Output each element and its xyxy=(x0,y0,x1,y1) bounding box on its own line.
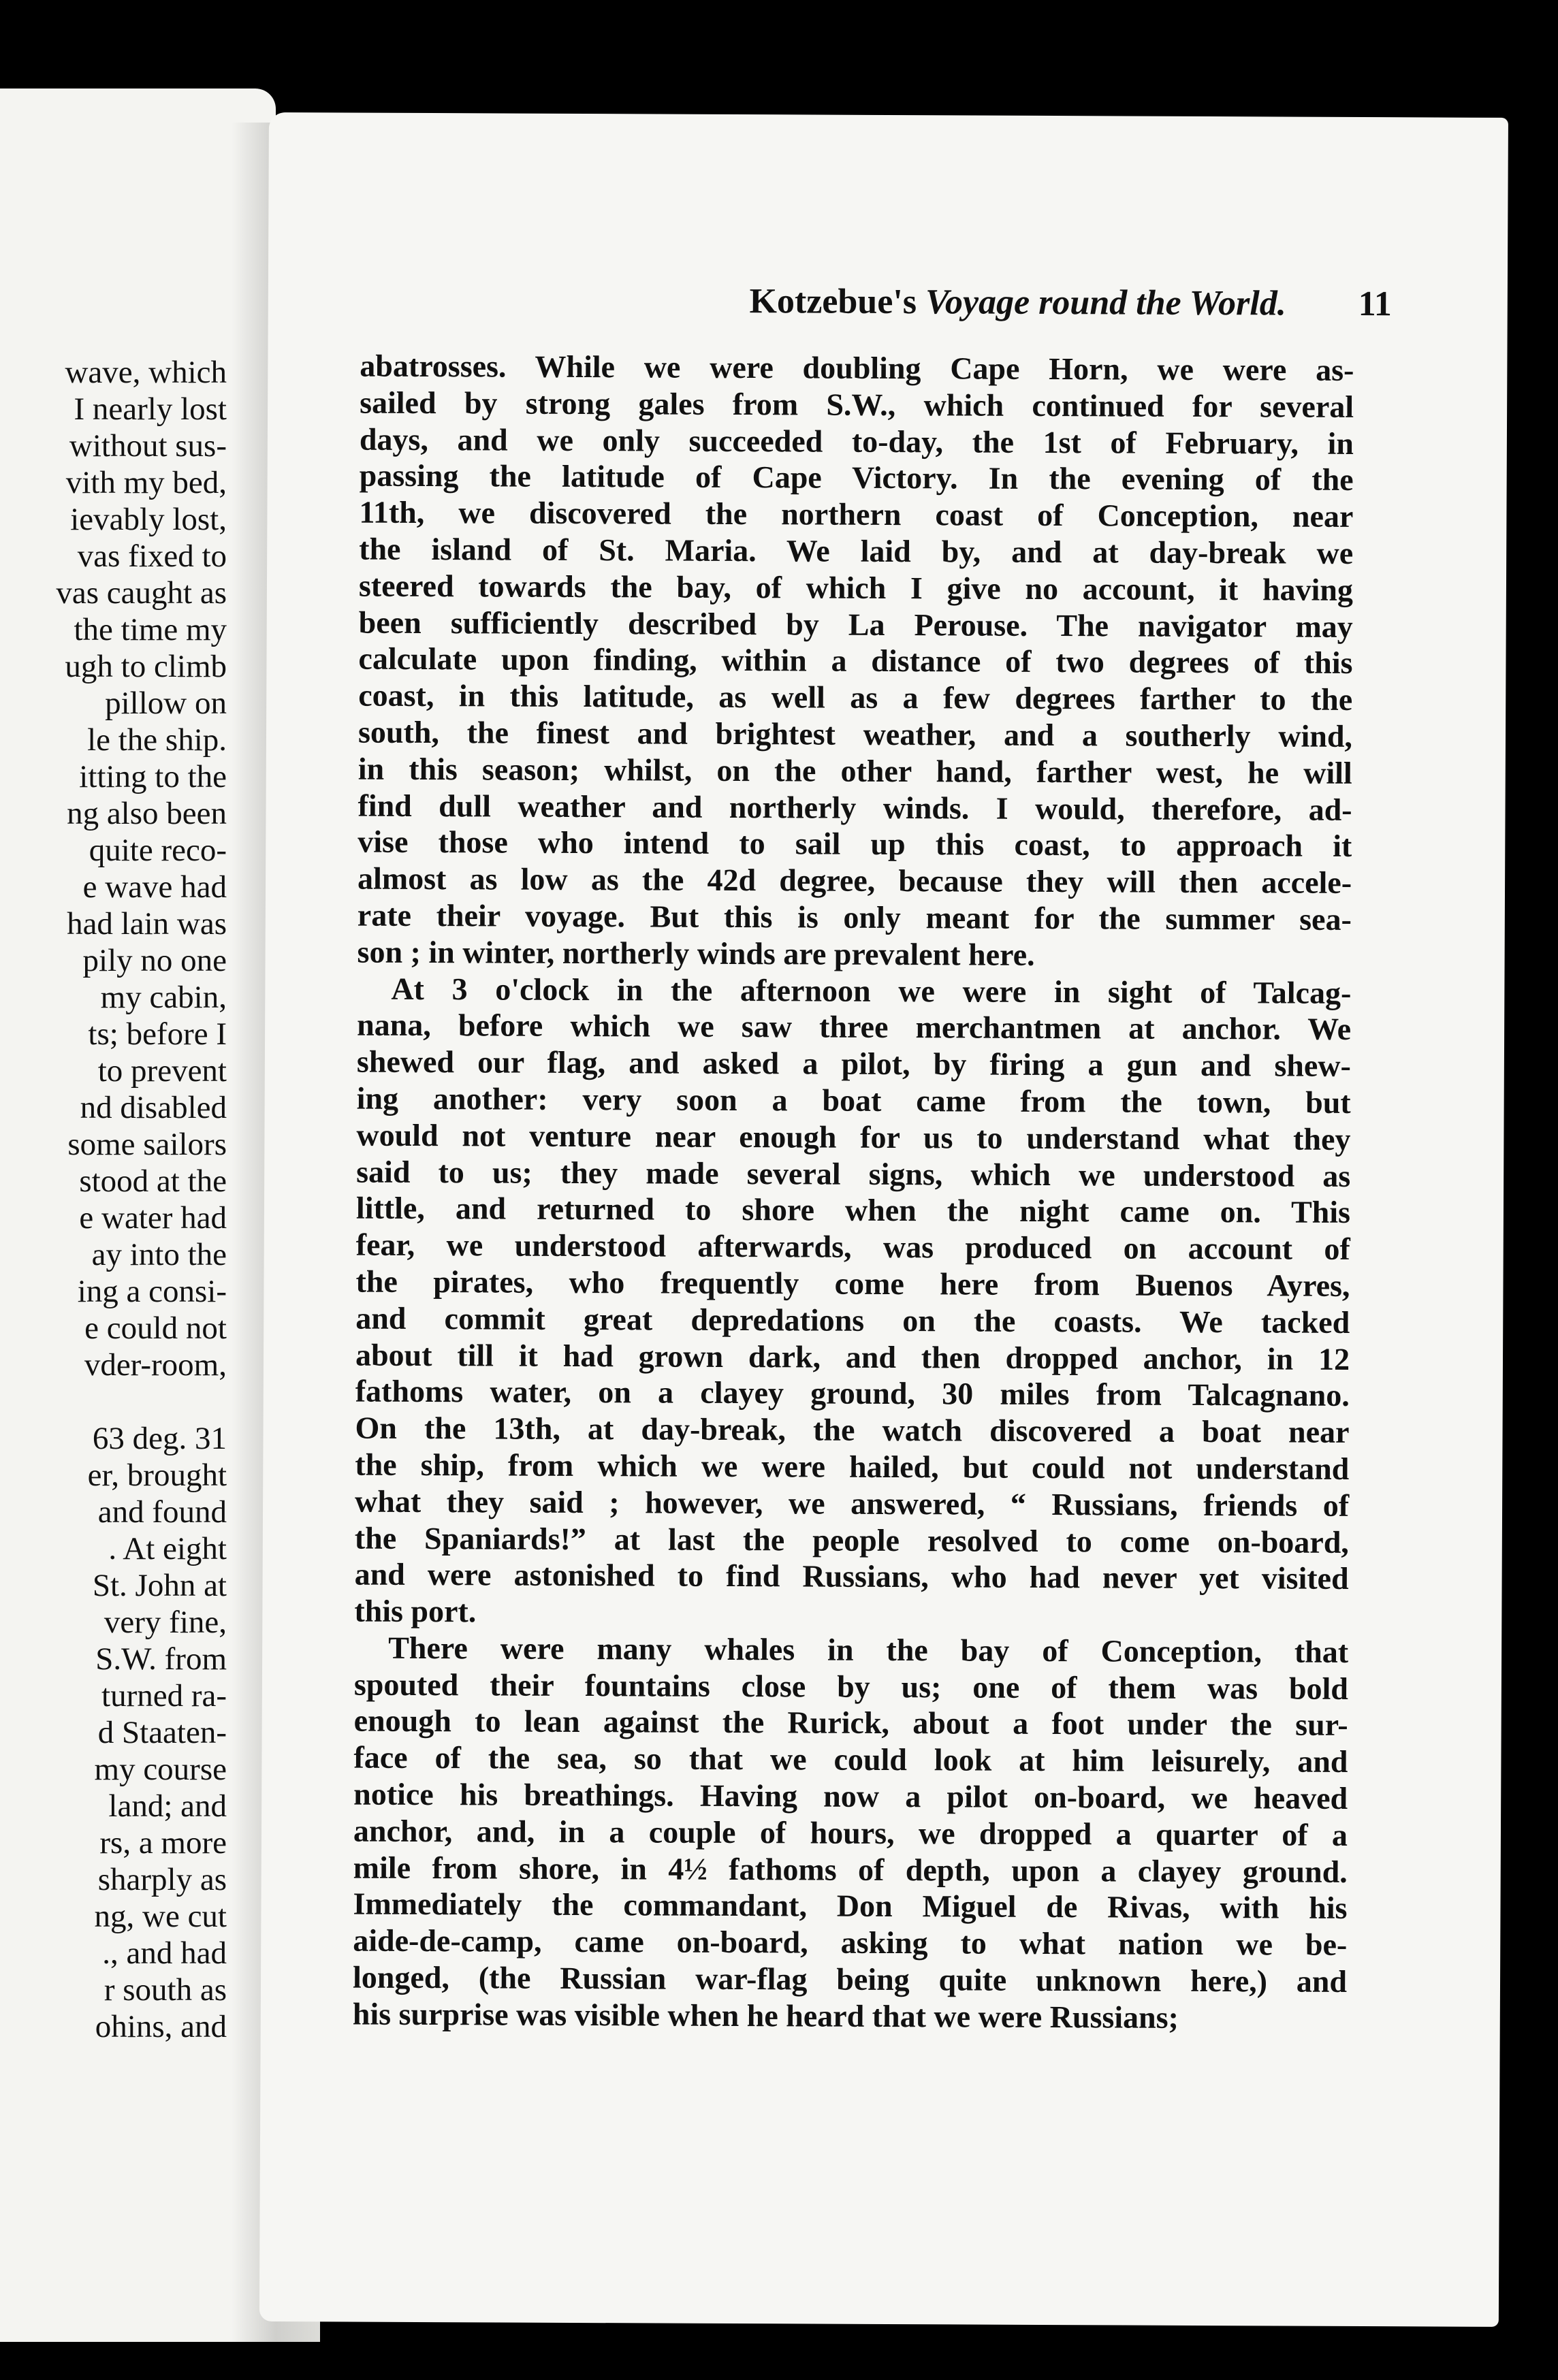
left-page-line: 63 deg. 31 xyxy=(92,1421,227,1456)
text-line: the pirates, who frequently come here from Buenos Ayres, xyxy=(355,1264,1350,1303)
text-line: ing another: very soon a boat came from the town, but xyxy=(356,1080,1351,1120)
text-line: said to us; they made several signs, which we understood as xyxy=(356,1154,1351,1193)
left-page-line: without sus- xyxy=(69,428,227,464)
left-page-line: my course xyxy=(94,1752,227,1787)
text-line: abatrosses. While we were doubling Cape Horn, we were as- xyxy=(360,348,1354,387)
text-line: aide-de-camp, came on-board, asking to what nation we be- xyxy=(353,1923,1348,1963)
left-page-line: ., and had xyxy=(102,1935,227,1971)
left-page-line: very fine, xyxy=(104,1605,227,1640)
left-page-line: St. John at xyxy=(92,1568,227,1603)
left-page-line: quite reco- xyxy=(89,833,227,868)
left-page-line: itting to the xyxy=(79,759,227,794)
text-line: sailed by strong gales from S.W., which continued for several xyxy=(360,385,1354,424)
left-page-line: wave, which xyxy=(65,355,227,390)
text-line: fathoms water, on a clayey ground, 30 miles from Talcagnano. xyxy=(355,1373,1350,1413)
text-line: south, the finest and brightest weather, and a southerly wind, xyxy=(357,714,1353,754)
text-line: about till it had grown dark, and then dropped anchor, in 12 xyxy=(355,1337,1350,1377)
running-head-title-plain: Kotzebue's xyxy=(749,282,926,322)
left-page-line: nd disabled xyxy=(80,1090,227,1125)
text-line: son ; in winter, northerly winds are prevalent here. xyxy=(357,934,1035,972)
left-page-line: vas fixed to xyxy=(77,538,227,574)
text-line: anchor, and, in a couple of hours, we dropped a quarter of a xyxy=(353,1813,1348,1852)
left-page-line: vith my bed, xyxy=(65,465,227,500)
left-page-line: S.W. from xyxy=(95,1641,227,1677)
text-line: almost as low as the 42d degree, because they will then accele- xyxy=(357,861,1352,901)
text-line: days, and we only succeeded to-day, the 1st of February, in xyxy=(359,421,1354,461)
left-page-line: ng, we cut xyxy=(94,1899,227,1934)
left-page-line: land; and xyxy=(108,1788,227,1824)
text-line: been sufficiently described by La Perouse. The navigator may xyxy=(358,605,1353,644)
left-page-line: e water had xyxy=(79,1200,227,1236)
text-line: in this season; whilst, on the other hand, farther west, he will xyxy=(357,751,1352,790)
left-page-line: ugh to climb xyxy=(65,649,227,684)
left-page-line: vder-room, xyxy=(84,1347,227,1383)
text-line: nana, before which we saw three merchantmen at anchor. We xyxy=(357,1007,1352,1047)
left-page-line: pily no one xyxy=(82,943,227,978)
left-page-line: er, brought xyxy=(87,1458,227,1493)
running-head-title xyxy=(749,281,1286,323)
left-page-line: ts; before I xyxy=(88,1016,227,1052)
text-line: the ship, from which we were hailed, but could not understand xyxy=(355,1447,1350,1486)
text-line: shewed our flag, and asked a pilot, by firing a gun and shew- xyxy=(356,1044,1352,1084)
left-page-line: ing a consi- xyxy=(77,1274,227,1309)
left-page-line: to prevent xyxy=(97,1053,227,1089)
text-line: this port. xyxy=(354,1593,477,1629)
text-line: fear, we understood afterwards, was produced on account of xyxy=(355,1227,1350,1267)
text-line: and commit great depredations on the coasts. We tacked xyxy=(355,1300,1350,1340)
left-page-line: e could not xyxy=(84,1310,227,1346)
text-line: little, and returned to shore when the night came on. This xyxy=(355,1190,1351,1230)
text-line: find dull weather and northerly winds. I would, therefore, ad- xyxy=(357,788,1352,827)
left-page-line: my cabin, xyxy=(100,980,227,1015)
text-line: Immediately the commandant, Don Miguel de Rivas, with his xyxy=(353,1886,1348,1926)
text-line: and were astonished to find Russians, who had never yet visited xyxy=(354,1556,1349,1596)
left-page-line: r south as xyxy=(104,1972,227,2008)
text-line: mile from shore, in 4½ fathoms of depth, upon a clayey ground. xyxy=(353,1850,1348,1889)
text-line: spouted their fountains close by us; one of them was bold xyxy=(353,1667,1349,1706)
left-page-line: and found xyxy=(97,1494,227,1530)
left-page-line: . At eight xyxy=(108,1531,227,1566)
text-line: On the 13th, at day-break, the watch discovered a boat near xyxy=(355,1410,1350,1450)
left-page-line: e wave had xyxy=(82,869,227,905)
left-page-line: ng also been xyxy=(67,796,227,831)
right-page xyxy=(259,112,1508,2327)
text-line: coast, in this latitude, as well as a few degrees farther to the xyxy=(358,677,1353,718)
text-line: vise those who intend to sail up this coast, to approach it xyxy=(357,824,1352,864)
text-line: the Spaniards!” at last the people resolved to come on-board, xyxy=(354,1520,1349,1560)
left-page-line: vas caught as xyxy=(56,575,227,611)
running-head xyxy=(582,280,1392,324)
text-line: 11th, we discovered the northern coast of Conception, near xyxy=(359,494,1354,534)
text-line: the island of St. Maria. We laid by, and at day-break we xyxy=(359,531,1354,570)
text-line: would not venture near enough for us to understand what they xyxy=(356,1117,1351,1157)
page-number: 11 xyxy=(1358,284,1392,324)
left-page-line: the time my xyxy=(74,612,227,647)
text-line: enough to lean against the Rurick, about a foot under the sur- xyxy=(353,1703,1348,1743)
running-head-title-italic: Voyage round the World. xyxy=(925,283,1286,323)
left-page-line: some sailors xyxy=(67,1127,227,1162)
left-page-line: had lain was xyxy=(67,906,227,942)
text-line: rate their voyage. But this is only meant for the summer sea- xyxy=(357,897,1352,937)
text-line: passing the latitude of Cape Victory. In the evening of the xyxy=(359,457,1354,498)
left-page-line: rs, a more xyxy=(99,1825,227,1861)
left-page-line: d Staaten- xyxy=(97,1715,227,1750)
left-page-line: I nearly lost xyxy=(74,391,227,427)
left-page-line: pillow on xyxy=(105,686,227,721)
text-line: longed, (the Russian war-flag being quite unknown here,) and xyxy=(352,1959,1348,1999)
text-line: steered towards the bay, of which I give no account, it having xyxy=(358,568,1354,607)
left-page-line: stood at the xyxy=(79,1163,227,1199)
text-line: his surprise was visible when he heard that we were Russians; xyxy=(352,1996,1179,2035)
text-line: face of the sea, so that we could look at him leisurely, and xyxy=(353,1739,1348,1780)
left-page-line: turned ra- xyxy=(101,1678,227,1714)
left-page-line: ay into the xyxy=(91,1237,227,1272)
body-text xyxy=(353,348,1354,2037)
text-line: notice his breathings. Having now a pilot on-board, we heaved xyxy=(353,1776,1348,1816)
text-line: what they said ; however, we answered, “ Russians, friends of xyxy=(354,1483,1350,1523)
left-page-line: ohins, and xyxy=(95,2009,227,2044)
text-line: calculate upon finding, within a distance of two degrees of this xyxy=(358,641,1353,681)
text-line: There were many whales in the bay of Conception, that xyxy=(388,1630,1349,1669)
text-line: At 3 o'clock in the afternoon we were in sight of Talcag- xyxy=(391,971,1352,1010)
left-page-line: le the ship. xyxy=(87,722,227,758)
left-page-line: sharply as xyxy=(97,1862,227,1897)
left-page-line: ievably lost, xyxy=(70,502,227,537)
